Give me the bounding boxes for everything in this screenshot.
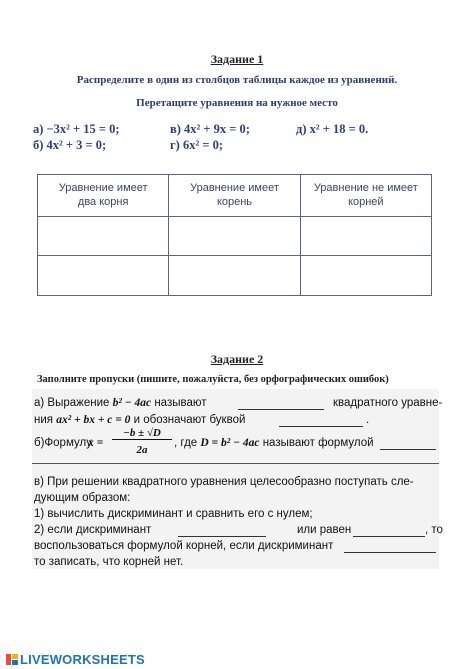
header-line: корней — [348, 196, 384, 209]
part-c-line5: воспользоваться формулой корней, если дискриминант — [34, 540, 334, 552]
header-line: два корня — [77, 196, 129, 209]
blank-a1[interactable] — [238, 397, 324, 410]
drop-cell-one-root-1[interactable] — [169, 216, 300, 256]
part-c-text: или равен — [297, 524, 352, 536]
divider — [32, 463, 439, 464]
classification-table — [37, 174, 432, 296]
part-a-text: квадратного уравне- — [333, 397, 443, 409]
column-header-no-roots — [300, 175, 431, 217]
period: . — [366, 414, 370, 426]
drop-cell-no-roots-1[interactable] — [300, 216, 431, 256]
part-c-line1: в) При решении квадратного уравнения целесообразно поступать сле- — [34, 476, 414, 488]
brand-logo-text[interactable]: LIVEWORKSHEETS — [20, 652, 145, 667]
blank-c1[interactable] — [178, 524, 266, 537]
discriminant-expression: b² − 4ac — [112, 397, 152, 409]
header-line: корень — [216, 196, 253, 209]
formula-numerator: −b ± √D — [112, 427, 172, 440]
part-b-text: , где — [174, 437, 201, 449]
part-a-line1 — [34, 397, 207, 409]
drop-cell-one-root-2[interactable] — [169, 256, 300, 296]
equation-g[interactable]: г) 6x² = 0; — [170, 138, 223, 152]
equation-b[interactable]: б) 4x² + 3 = 0; — [33, 138, 107, 152]
blank-c2[interactable] — [353, 524, 425, 537]
part-c-line2: дующим образом: — [34, 492, 131, 504]
equation-d[interactable]: д) x² + 18 = 0. — [296, 122, 369, 136]
header-line: Уравнение имеет — [190, 181, 279, 194]
part-b-rest — [174, 437, 374, 449]
formula-denominator: 2a — [136, 444, 148, 456]
equation-v[interactable]: в) 4x² + 9x = 0; — [170, 122, 250, 136]
equation-a[interactable]: а) −3x² + 15 = 0; — [33, 122, 120, 136]
part-b-text: называют формулой — [259, 437, 374, 449]
blank-c3[interactable] — [344, 540, 436, 553]
part-a-text: а) Выражение — [34, 397, 113, 409]
part-a-text: и обозначают буквой — [130, 414, 246, 426]
discriminant-formula: D = b² − 4ac — [200, 437, 260, 449]
drop-cell-two-roots-2[interactable] — [38, 256, 169, 296]
liveworksheets-logo-icon — [6, 654, 18, 665]
quadratic-equation: ax² + bx + c = 0 — [56, 414, 131, 426]
x-equals: x = — [88, 437, 104, 449]
part-c-text: , то — [425, 524, 443, 536]
task1-drag-instruction: Перетащите уравнения на нужное место — [136, 97, 338, 109]
task1-instruction: Распределите в один из столбцов таблицы каждое из уравнений. — [76, 74, 398, 86]
blank-a2[interactable] — [279, 414, 363, 427]
header-line: Уравнение имеет — [58, 181, 148, 194]
task2-instruction: Заполните пропуски (пишите, пожалуйста, без орфографических ошибок) — [37, 374, 389, 385]
part-a-text: называют — [151, 397, 207, 409]
drop-cell-no-roots-2[interactable] — [300, 256, 431, 296]
drop-cell-two-roots-1[interactable] — [38, 216, 169, 256]
part-b-label: б)Формулу — [34, 437, 92, 449]
column-header-two-roots — [38, 175, 169, 217]
blank-b1[interactable] — [380, 437, 436, 450]
task2-title: Задание 2 — [210, 352, 264, 366]
part-a-line2 — [34, 414, 245, 426]
header-line: Уравнение не имеет — [313, 181, 418, 194]
part-a-text: ния — [34, 414, 57, 426]
column-header-one-root — [169, 175, 300, 217]
task1-title: Задание 1 — [210, 52, 264, 66]
part-c-step1: 1) вычислить дискриминант и сравнить его с нулем; — [34, 508, 313, 520]
part-c-line6: то записать, что корней нет. — [34, 556, 184, 568]
part-c-step2: 2) если дискриминант — [34, 524, 152, 536]
